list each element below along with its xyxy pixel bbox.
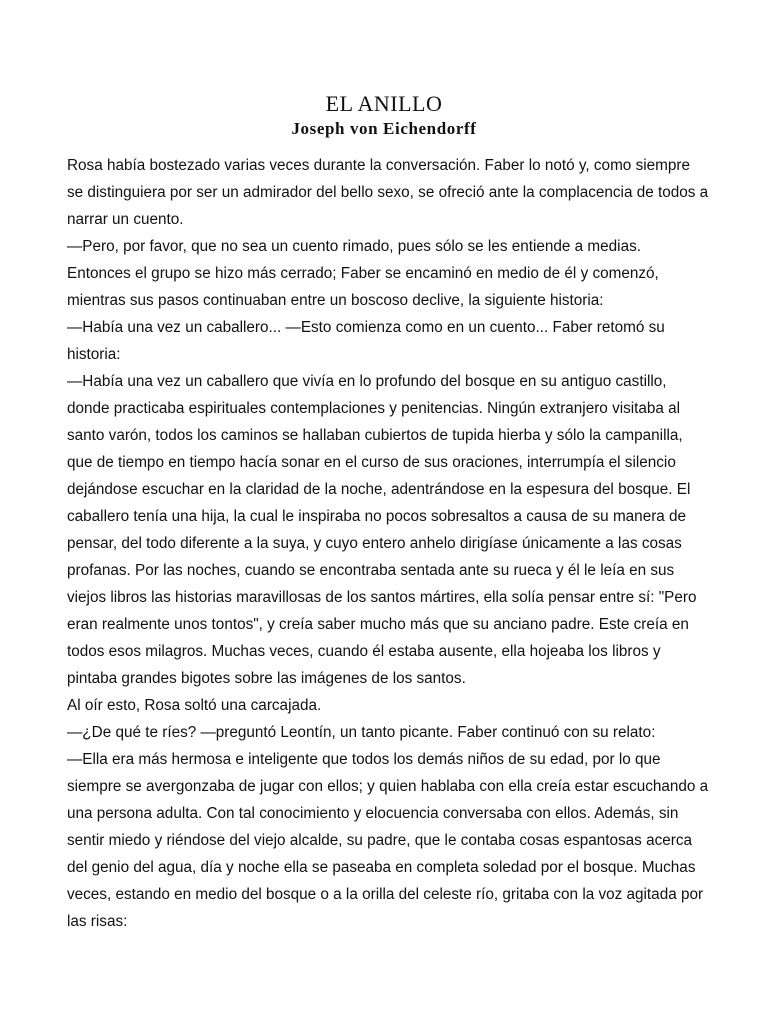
text-line: caballero tenía una hija, la cual le inspiraba no pocos sobresaltos a causa de su manera de <box>67 508 687 525</box>
text-line: se distinguiera por ser un admirador del bello sexo, se ofreció ante la complacencia de todos a <box>67 184 709 201</box>
text-line: las risas: <box>67 913 128 930</box>
text-line: —Había una vez un caballero... —Esto comienza como en un cuento... Faber retomó su <box>67 319 665 336</box>
text-line: —Pero, por favor, que no sea un cuento rimado, pues sólo se les entiende a medias. <box>67 238 641 255</box>
text-line: sentir miedo y riéndose del viejo alcalde, su padre, que le contaba cosas espantosas acerca <box>67 832 692 849</box>
document-title: EL ANILLO <box>325 91 443 116</box>
text-line: pensar, del todo diferente a la suya, y cuyo entero anhelo dirigíase únicamente a las cosas <box>67 535 682 552</box>
story-body <box>67 152 717 935</box>
text-line: pintaba grandes bigotes sobre las imágenes de los santos. <box>67 670 466 687</box>
text-line: Entonces el grupo se hizo más cerrado; Faber se encaminó en medio de él y comenzó, <box>67 265 659 282</box>
text-line: donde practicaba espirituales contemplaciones y penitencias. Ningún extranjero visitaba al <box>67 400 681 417</box>
text-line: viejos libros las historias maravillosas de los santos mártires, ella solía pensar entre sí: "Pero <box>67 589 697 606</box>
text-line: profanas. Por las noches, cuando se encontraba sentada ante su rueca y él le leía en sus <box>67 562 675 579</box>
text-line: —Ella era más hermosa e inteligente que todos los demás niños de su edad, por lo que <box>67 751 661 768</box>
text-line: una persona adulta. Con tal conocimiento y elocuencia conversaba con ellos. Además, sin <box>67 805 679 822</box>
text-line: dejándose escuchar en la claridad de la noche, adentrándose en la espesura del bosque. El <box>67 481 691 498</box>
document-author: Joseph von Eichendorff <box>291 119 477 138</box>
text-line: eran realmente unos tontos", y creía saber mucho más que su anciano padre. Este creía en <box>67 616 689 633</box>
text-line: que de tiempo en tiempo hacía sonar en el curso de sus oraciones, interrumpía el silencio <box>67 454 676 471</box>
text-line: todos esos milagros. Muchas veces, cuando él estaba ausente, ella hojeaba los libros y <box>67 643 661 660</box>
text-line: —Había una vez un caballero que vivía en lo profundo del bosque en su antiguo castillo, <box>67 373 667 390</box>
text-line: siempre se avergonzaba de jugar con ellos; y quien hablaba con ella creía estar escuchando a <box>67 778 709 795</box>
text-line: Rosa había bostezado varias veces durante la conversación. Faber lo notó y, como siempre <box>67 157 690 174</box>
text-line: historia: <box>67 346 121 363</box>
text-line: narrar un cuento. <box>67 211 184 228</box>
text-line: santo varón, todos los caminos se hallaban cubiertos de tupida hierba y sólo la campanilla, <box>67 427 683 444</box>
text-line: —¿De qué te ríes? —preguntó Leontín, un tanto picante. Faber continuó con su relato: <box>67 724 656 741</box>
text-line: veces, estando en medio del bosque o a la orilla del celeste río, gritaba con la voz agitada por <box>67 886 704 903</box>
text-line: mientras sus pasos continuaban entre un boscoso declive, la siguiente historia: <box>67 292 604 309</box>
text-line: del genio del agua, día y noche ella se paseaba en completa soledad por el bosque. Muchas <box>67 859 696 876</box>
text-line: Al oír esto, Rosa soltó una carcajada. <box>67 697 322 714</box>
